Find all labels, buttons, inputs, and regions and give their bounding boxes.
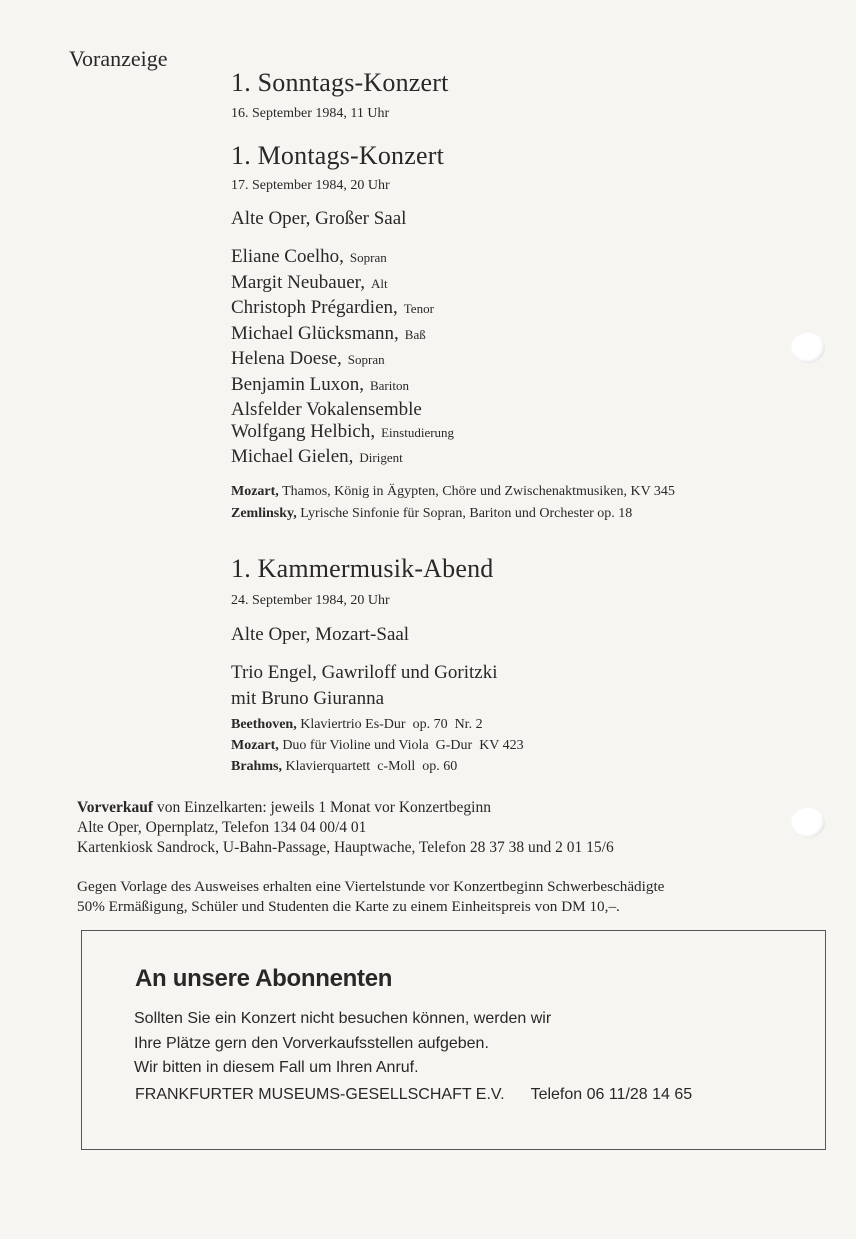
event-title-montag: 1. Montags-Konzert [231, 141, 444, 170]
event-date-kammermusik: 24. September 1984, 20 Uhr [231, 593, 390, 608]
presale-info [77, 798, 614, 858]
composer: Brahms, [231, 759, 282, 774]
work: Thamos, König in Ägypten, Chöre und Zwischenaktmusiken, KV 345 [282, 484, 675, 499]
program-item [231, 756, 524, 777]
notice-line: Ihre Plätze gern den Vorverkaufsstellen aufgeben. [134, 1034, 489, 1052]
work: Duo für Violine und Viola G-Dur KV 423 [282, 738, 524, 753]
presale-label: Vorverkauf [77, 799, 154, 816]
event-date-sonntag: 16. September 1984, 11 Uhr [231, 106, 390, 121]
work: Lyrische Sinfonie für Sopran, Bariton und Orchester op. 18 [300, 506, 633, 521]
notice-text [134, 1007, 551, 1081]
punch-hole-icon [791, 333, 825, 363]
performer-role: Alt [370, 275, 388, 291]
composer: Mozart, [231, 484, 279, 499]
event-title-kammermusik: 1. Kammermusik-Abend [231, 554, 494, 583]
event-venue-montag: Alte Oper, Großer Saal [231, 208, 407, 229]
performer-item [231, 373, 454, 399]
performer-list-kammermusik [231, 660, 498, 712]
event-venue-kammermusik: Alte Oper, Mozart-Saal [231, 624, 410, 645]
performer-role: Sopran [349, 250, 387, 265]
program-item [231, 735, 524, 756]
organization-phone: Telefon 06 11/28 14 65 [530, 1086, 693, 1103]
performer-name: Helena Doese, [231, 348, 342, 370]
event-title-sonntag: 1. Sonntags-Konzert [231, 68, 449, 97]
performer-name: Alsfelder Vokalensemble [231, 398, 422, 420]
composer: Zemlinsky, [231, 506, 297, 521]
presale-line [77, 798, 614, 818]
performer-item [231, 420, 454, 446]
presale-text: von Einzelkarten: jeweils 1 Monat vor Konzertbeginn [153, 799, 491, 816]
presale-line: Kartenkiosk Sandrock, U-Bahn-Passage, Hauptwache, Telefon 28 37 38 und 2 01 15/6 [77, 839, 614, 856]
performer-name: Christoph Prégardien, [231, 297, 398, 319]
discount-line: Gegen Vorlage des Ausweises erhalten eine Viertelstunde vor Konzertbeginn Schwerbeschädigte [77, 878, 665, 895]
performer-name: Margit Neubauer, [231, 271, 365, 293]
notice-line: Wir bitten in diesem Fall um Ihren Anruf. [134, 1059, 419, 1076]
performer-name: Eliane Coelho, [231, 246, 344, 267]
notice-line: Sollten Sie ein Konzert nicht besuchen können, werden wir [134, 1010, 552, 1027]
performer-name: Michael Glücksmann, [231, 322, 399, 344]
performer-item [231, 347, 454, 373]
notice-title: An unsere Abonnenten [135, 965, 393, 992]
performer-role: Einstudierung [381, 424, 455, 440]
program-list-montag [231, 481, 675, 525]
performer-item [231, 322, 454, 348]
work: Klavierquartett c-Moll op. 60 [285, 759, 458, 774]
work: Klaviertrio Es-Dur op. 70 Nr. 2 [300, 717, 483, 732]
performer-list-montag [231, 245, 454, 471]
performer-role: Baß [404, 326, 426, 342]
performer-item [231, 445, 454, 471]
performer-item [231, 245, 454, 271]
performer-item [231, 296, 454, 322]
performer-name: Michael Gielen, [231, 446, 354, 468]
notice-footer [135, 1086, 692, 1104]
performer-role: Dirigent [359, 450, 403, 466]
performer-name: Wolfgang Helbich, [231, 420, 376, 442]
discount-line: 50% Ermäßigung, Schüler und Studenten die Karte zu einem Einheitspreis von DM 10,–. [77, 898, 620, 915]
punch-hole-icon [791, 808, 825, 838]
presale-line: Alte Oper, Opernplatz, Telefon 134 04 00/4 01 [77, 819, 367, 836]
program-item [231, 481, 675, 503]
performer-role: Sopran [347, 352, 385, 368]
program-list-kammermusik [231, 714, 524, 777]
discount-info [77, 877, 664, 917]
performer-name: Benjamin Luxon, [231, 373, 364, 395]
event-date-montag: 17. September 1984, 20 Uhr [231, 178, 390, 193]
program-item [231, 714, 524, 735]
performer-role: Bariton [369, 377, 409, 393]
subscriber-notice-box [81, 930, 826, 1150]
performer-item: mit Bruno Giuranna [231, 688, 385, 709]
organization-name: FRANKFURTER MUSEUMS-GESELLSCHAFT E.V. [135, 1086, 505, 1103]
performer-item [231, 271, 454, 297]
program-item [231, 503, 675, 525]
announcement-label: Voranzeige [69, 46, 168, 71]
composer: Mozart, [231, 738, 279, 753]
performer-role: Tenor [403, 301, 434, 317]
composer: Beethoven, [231, 717, 297, 732]
performer-item: Trio Engel, Gawriloff und Goritzki [231, 662, 498, 683]
performer-item [231, 399, 454, 420]
